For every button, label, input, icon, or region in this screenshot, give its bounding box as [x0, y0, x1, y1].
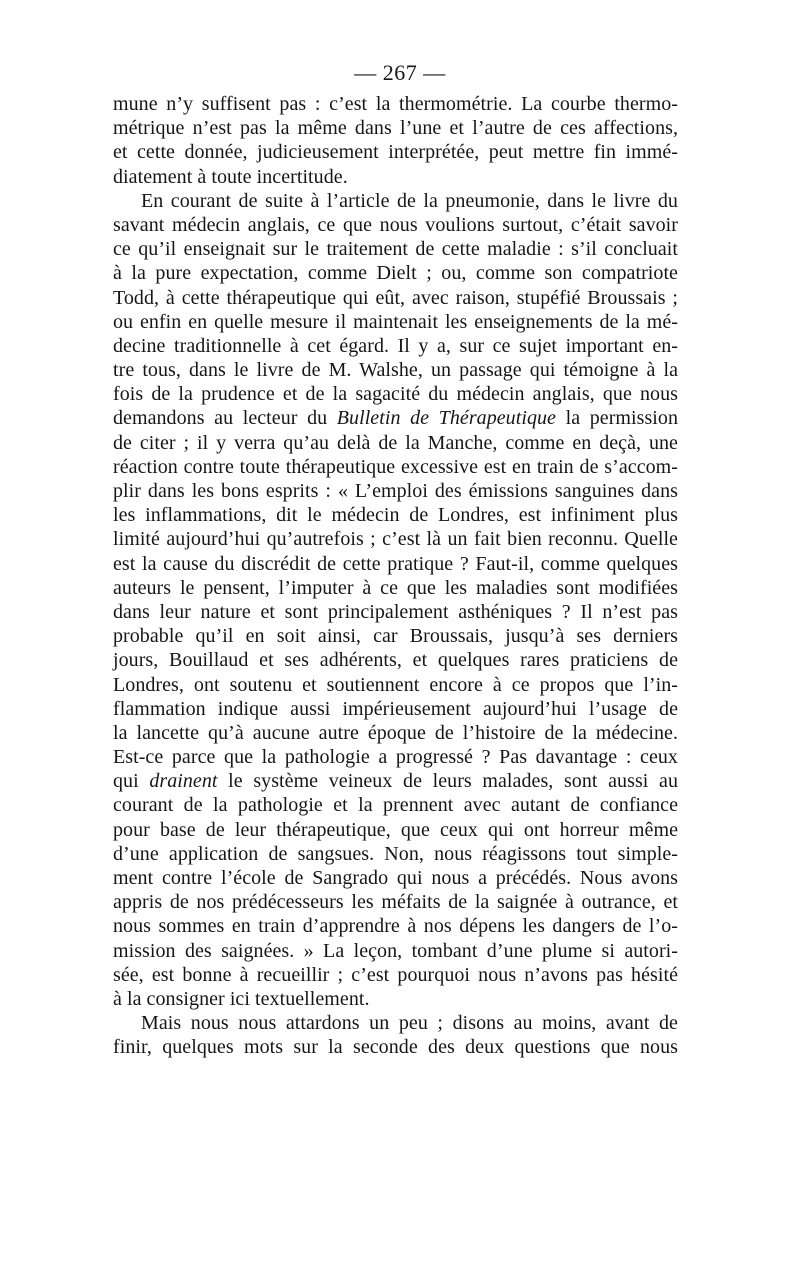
body-text [113, 92, 678, 1060]
text-segment: demandons au lecteur du [113, 407, 337, 430]
text-line [113, 286, 678, 310]
text-line [113, 140, 678, 164]
text-segment: savant médecin anglais, ce que nous voulions surtout, c’était savoir [113, 213, 678, 236]
text-line [113, 963, 678, 987]
text-line [113, 406, 678, 430]
text-segment: ce qu’il enseignait sur le traitement de cette maladie : s’il concluait [113, 238, 678, 261]
text-segment: dans leur nature et sont principalement asthéniques ? Il n’est pas [113, 600, 678, 623]
text-line [113, 793, 678, 817]
text-line [113, 648, 678, 672]
text-segment: et cette donnée, judicieusement interprétée, peut mettre fin immé- [113, 141, 678, 164]
text-segment: decine traditionnelle à cet égard. Il y a, sur ce sujet important en- [113, 334, 678, 357]
text-segment: les inflammations, dit le médecin de Londres, est infiniment plus [113, 504, 678, 527]
text-segment: Londres, ont soutenu et soutiennent encore à ce propos que l’in- [113, 673, 678, 696]
text-line [113, 189, 678, 213]
text-line [113, 890, 678, 914]
text-line [113, 503, 678, 527]
text-line [113, 721, 678, 745]
text-segment: courant de la pathologie et la prennent avec autant de confiance [113, 794, 678, 817]
text-segment: auteurs le pensent, l’imputer à ce que les maladies sont modifiées [113, 576, 678, 599]
text-segment: limité aujourd’hui qu’autrefois ; c’est là un fait bien reconnu. Quelle [113, 528, 678, 551]
text-line [113, 866, 678, 890]
text-line [113, 673, 678, 697]
text-line [113, 552, 678, 576]
text-line [113, 116, 678, 140]
text-line [113, 914, 678, 938]
text-segment: à la consigner ici textuellement. [113, 987, 370, 1010]
text-line [113, 165, 678, 189]
text-line [113, 1035, 678, 1059]
text-segment: fois de la prudence et de la sagacité du médecin anglais, que nous [113, 383, 678, 406]
text-segment: métrique n’est pas la même dans l’une et l’autre de ces affections, [113, 117, 678, 140]
text-line [113, 842, 678, 866]
text-segment: appris de nos prédécesseurs les méfaits de la saignée à outrance, et [113, 891, 678, 914]
text-line [113, 576, 678, 600]
text-line [113, 261, 678, 285]
text-segment: à la pure expectation, comme Dielt ; ou, comme son compatriote [113, 262, 678, 285]
text-segment: tre tous, dans le livre de M. Walshe, un passage qui témoigne à la [113, 359, 678, 382]
text-segment: Est-ce parce que la pathologie a progressé ? Pas davantage : ceux [113, 746, 678, 769]
text-line [113, 939, 678, 963]
text-segment: sée, est bonne à recueillir ; c’est pourquoi nous n’avons pas hésité [113, 963, 678, 986]
text-segment: pour base de leur thérapeutique, que ceux qui ont horreur même [113, 818, 678, 841]
text-line [113, 358, 678, 382]
page-number: — 267 — [354, 60, 446, 85]
text-segment: la permission [555, 407, 678, 430]
text-line [113, 624, 678, 648]
text-line [113, 237, 678, 261]
text-line [113, 600, 678, 624]
text-segment: la lancette qu’à aucune autre époque de l’histoire de la médecine. [113, 721, 678, 744]
text-line [113, 334, 678, 358]
text-segment: mission des saignées. » La leçon, tombant d’une plume si autori- [113, 939, 678, 962]
text-segment: qui [113, 770, 150, 793]
text-line [113, 310, 678, 334]
text-segment: probable qu’il en soit ainsi, car Broussais, jusqu’à ses derniers [113, 625, 678, 648]
text-segment: d’une application de sangsues. Non, nous réagissons tout simple- [113, 842, 678, 865]
text-segment: flammation indique aussi impérieusement aujourd’hui l’usage de [113, 697, 678, 720]
text-line [113, 431, 678, 455]
text-line [113, 92, 678, 116]
text-segment: mune n’y suffisent pas : c’est la thermométrie. La courbe thermo- [113, 93, 678, 115]
text-segment: ou enfin en quelle mesure il maintenait les enseignements de la mé- [113, 310, 678, 333]
text-segment: finir, quelques mots sur la seconde des deux questions que nous [113, 1036, 678, 1059]
text-segment: diatement à toute incertitude. [113, 165, 348, 188]
text-line [113, 527, 678, 551]
text-line [113, 213, 678, 237]
text-segment: plir dans les bons esprits : « L’emploi des émissions sanguines dans [113, 480, 678, 502]
text-line [113, 745, 678, 769]
text-line [113, 987, 678, 1011]
text-segment: de citer ; il y verra qu’au delà de la Manche, comme en deçà, une [113, 431, 678, 454]
text-line [113, 697, 678, 721]
text-segment: est la cause du discrédit de cette pratique ? Faut-il, comme quelques [113, 552, 678, 575]
text-segment: Mais nous nous attardons un peu ; disons au moins, avant de [141, 1012, 678, 1035]
text-segment: En courant de suite à l’article de la pneumonie, dans le livre du [141, 189, 678, 212]
text-line [113, 455, 678, 479]
text-segment: réaction contre toute thérapeutique excessive est en train de s’accom- [113, 455, 678, 478]
text-segment: ment contre l’école de Sangrado qui nous a précédés. Nous avons [113, 867, 678, 889]
italic-text: drainent [149, 770, 218, 793]
text-segment: le système veineux de leurs malades, sont aussi au [217, 770, 678, 793]
text-line [113, 479, 678, 503]
text-segment: nous sommes en train d’apprendre à nos dépens les dangers de l’o- [113, 915, 678, 938]
text-segment: jours, Bouillaud et ses adhérents, et quelques rares praticiens de [113, 649, 678, 672]
text-line [113, 818, 678, 842]
text-segment: Todd, à cette thérapeutique qui eût, avec raison, stupéfié Broussais ; [113, 286, 678, 309]
text-line [113, 382, 678, 406]
text-line [113, 769, 678, 793]
italic-text: Bulletin de Thérapeutique [336, 407, 556, 430]
text-line [113, 1011, 678, 1035]
